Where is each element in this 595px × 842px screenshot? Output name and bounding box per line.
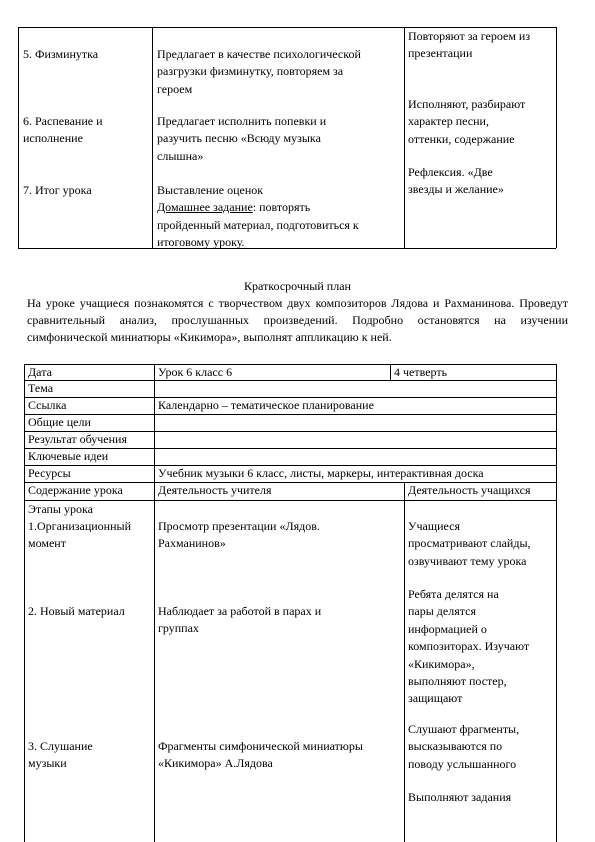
top-row1-students: Повторяют за героем из презентации xyxy=(408,29,531,61)
stage2-teacher: Наблюдает за работой в парах и группах xyxy=(158,604,322,636)
plan-heading: Краткосрочный план xyxy=(244,279,351,293)
stage1-name: 1.Организационный момент xyxy=(28,519,131,551)
resources-value: Учебник музыки 6 класс, листы, маркеры, интерактивная доска xyxy=(158,466,484,480)
stages-label: Этапы урока xyxy=(28,502,93,516)
top-row3-students: Исполняют, разбирают характер песни, оттенки, содержание xyxy=(408,97,526,146)
top-row4-teacher xyxy=(157,182,402,252)
top-row3-teacher: Предлагает исполнить попевки и разучить песню «Всюду музыка слышна» xyxy=(157,114,327,163)
top-row2-stage: 5. Физминутка xyxy=(23,47,99,61)
header-students: Деятельность учащихся xyxy=(408,483,531,497)
top-row4-stage: 7. Итог урока xyxy=(23,183,92,197)
stage1-teacher: Просмотр презентации «Лядов. Рахманинов» xyxy=(158,519,320,551)
header-teacher: Деятельность учителя xyxy=(158,483,272,497)
stage3-teacher: Фрагменты симфонической миниатюры «Кикимора» А.Лядова xyxy=(158,739,363,771)
top-row4-students: Рефлексия. «Две звезды и желание» xyxy=(408,165,504,197)
quarter-value: 4 четверть xyxy=(394,365,448,379)
date-label: Дата xyxy=(28,365,52,379)
stage2-students: Ребята делятся на пары делятся информацией о композиторах. Изучают «Кикимора», выполняют постер, защищают xyxy=(408,587,530,706)
header-content: Содержание урока xyxy=(28,483,123,497)
homework-label: Домашнее задание xyxy=(157,200,253,215)
stage3-students: Слушают фрагменты, высказываются по поводу услышанного xyxy=(408,722,520,771)
ideas-label: Ключевые идеи xyxy=(28,449,109,463)
stage2-name: 2. Новый материал xyxy=(28,604,125,618)
topic-label: Тема xyxy=(28,381,54,395)
link-value: Календарно – тематическое планирование xyxy=(158,398,374,412)
link-label: Ссылка xyxy=(28,398,67,412)
intro-paragraph: На уроке учащиеся познакомятся с творчеством двух композиторов Лядова и Рахманинова. Проведут сравнительный анализ, прослушанных произведений. Подробно остановятся на изучении симфонической миниатюры «Кикимора», выполнят аппликацию к ней. xyxy=(27,296,568,344)
top-row2-teacher: Предлагает в качестве психологической разгрузки физминутку, повторяем за героем xyxy=(157,47,361,96)
resources-label: Ресурсы xyxy=(28,466,71,480)
goals-label: Общие цели xyxy=(28,415,91,429)
lesson-value: Урок 6 класс 6 xyxy=(158,365,233,379)
result-label: Результат обучения xyxy=(28,432,127,446)
stage1-students: Учащиеся просматривают слайды, озвучивают тему урока xyxy=(408,519,531,568)
homework-text: : повторять пройденный материал, подготовиться к итоговому уроку. xyxy=(157,200,359,250)
stage3-name: 3. Слушание музыки xyxy=(28,739,93,771)
top-row3-stage: 6. Распевание и исполнение xyxy=(23,114,103,146)
grading-text: Выставление оценок xyxy=(157,183,264,197)
stage3-students-extra: Выполняют задания xyxy=(408,790,512,804)
